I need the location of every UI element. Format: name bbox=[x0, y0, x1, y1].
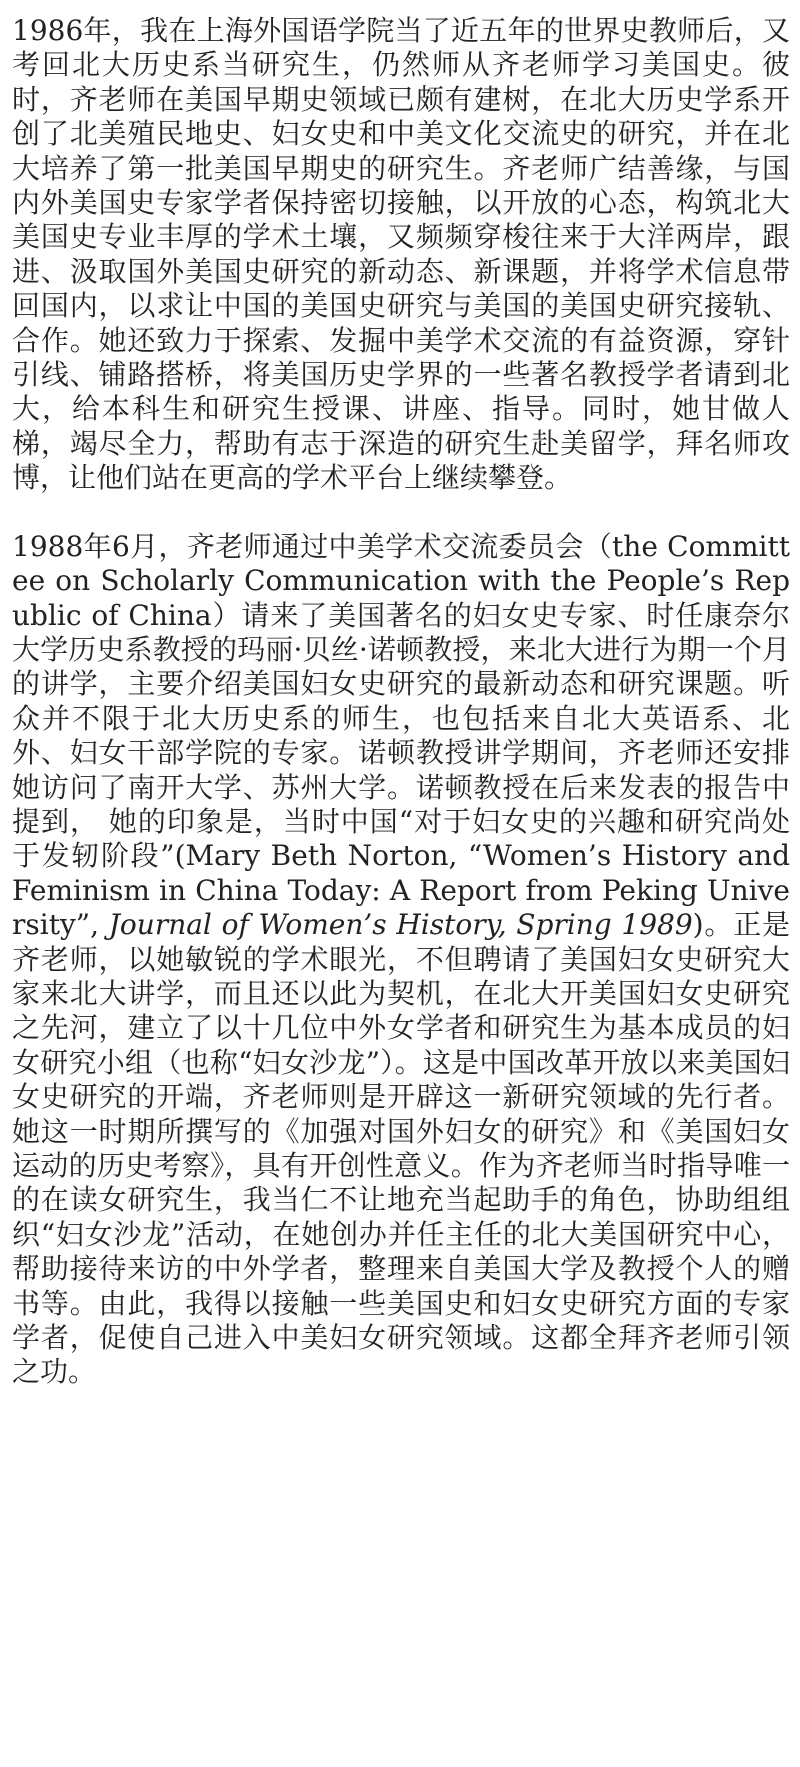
paragraph-2-text-start: 1988年6月，齐老师通过中美学术交流委员会（the Committee on Scholarly Communication with the People’s Republic of China）请来了美国著名的妇女史专家、时任康奈尔大学历史系教授的玛丽·贝丝·诺顿教授，来北大进行为期一个月的讲学，主要介绍美国妇女史研究的最新动态和研究课题。听众并不限于北大历史系的师生，也包括来自北大英语系、北外、妇女干部学院的专家。诺顿教授讲学期间，齐老师还安排她访问了南开大学、苏州大学。诺顿教授在后来发表的报告中提到， 她的印象是，当时中国“对于妇女史的兴趣和研究尚处于发轫阶段”(Mary Beth Norton, “Women’s History and Feminism in China Today: A Report from Peking University”, bbox=[12, 529, 790, 942]
journal-citation-italic: Journal of Women’s History, Spring 1989 bbox=[108, 908, 693, 942]
paragraph-2-text-end: )。正是齐老师，以她敏锐的学术眼光，不但聘请了美国妇女史研究大家来北大讲学，而且还以此为契机，在北大开美国妇女史研究之先河，建立了以十几位中外女学者和研究生为基本成员的妇女研究小组（也称“妇女沙龙”）。这是中国改革开放以来美国妇女史研究的开端，齐老师则是开辟这一新研究领域的先行者。她这一时期所撰写的《加强对国外妇女的研究》和《美国妇女运动的历史考察》，具有开创性意义。作为齐老师当时指导唯一的在读女研究生，我当仁不让地充当起助手的角色，协助组组织“妇女沙龙”活动，在她创办并任主任的北大美国研究中心，帮助接待来访的中外学者，整理来自美国大学及教授个人的赠书等。由此，我得以接触一些美国史和妇女史研究方面的专家学者，促使自己进入中美妇女研究领域。这都全拜齐老师引领之功。 bbox=[12, 908, 790, 1389]
paragraph-2 bbox=[12, 530, 790, 1390]
paragraph-gap bbox=[12, 496, 790, 530]
paragraph-1: 1986年，我在上海外国语学院当了近五年的世界史教师后，又考回北大历史系当研究生，仍然师从齐老师学习美国史。彼时，齐老师在美国早期史领域已颇有建树，在北大历史学系开创了北美殖民地史、妇女史和中美文化交流史的研究，并在北大培养了第一批美国早期史的研究生。齐老师广结善缘，与国内外美国史专家学者保持密切接触，以开放的心态，构筑北大美国史专业丰厚的学术土壤，又频频穿梭往来于大洋两岸，跟进、汲取国外美国史研究的新动态、新课题，并将学术信息带回国内，以求让中国的美国史研究与美国的美国史研究接轨、合作。她还致力于探索、发掘中美学术交流的有益资源，穿针引线、铺路搭桥，将美国历史学界的一些著名教授学者请到北大，给本科生和研究生授课、讲座、指导。同时，她甘做人梯，竭尽全力，帮助有志于深造的研究生赴美留学，拜名师攻博，让他们站在更高的学术平台上继续攀登。 bbox=[12, 14, 790, 495]
article-body bbox=[12, 14, 790, 1390]
